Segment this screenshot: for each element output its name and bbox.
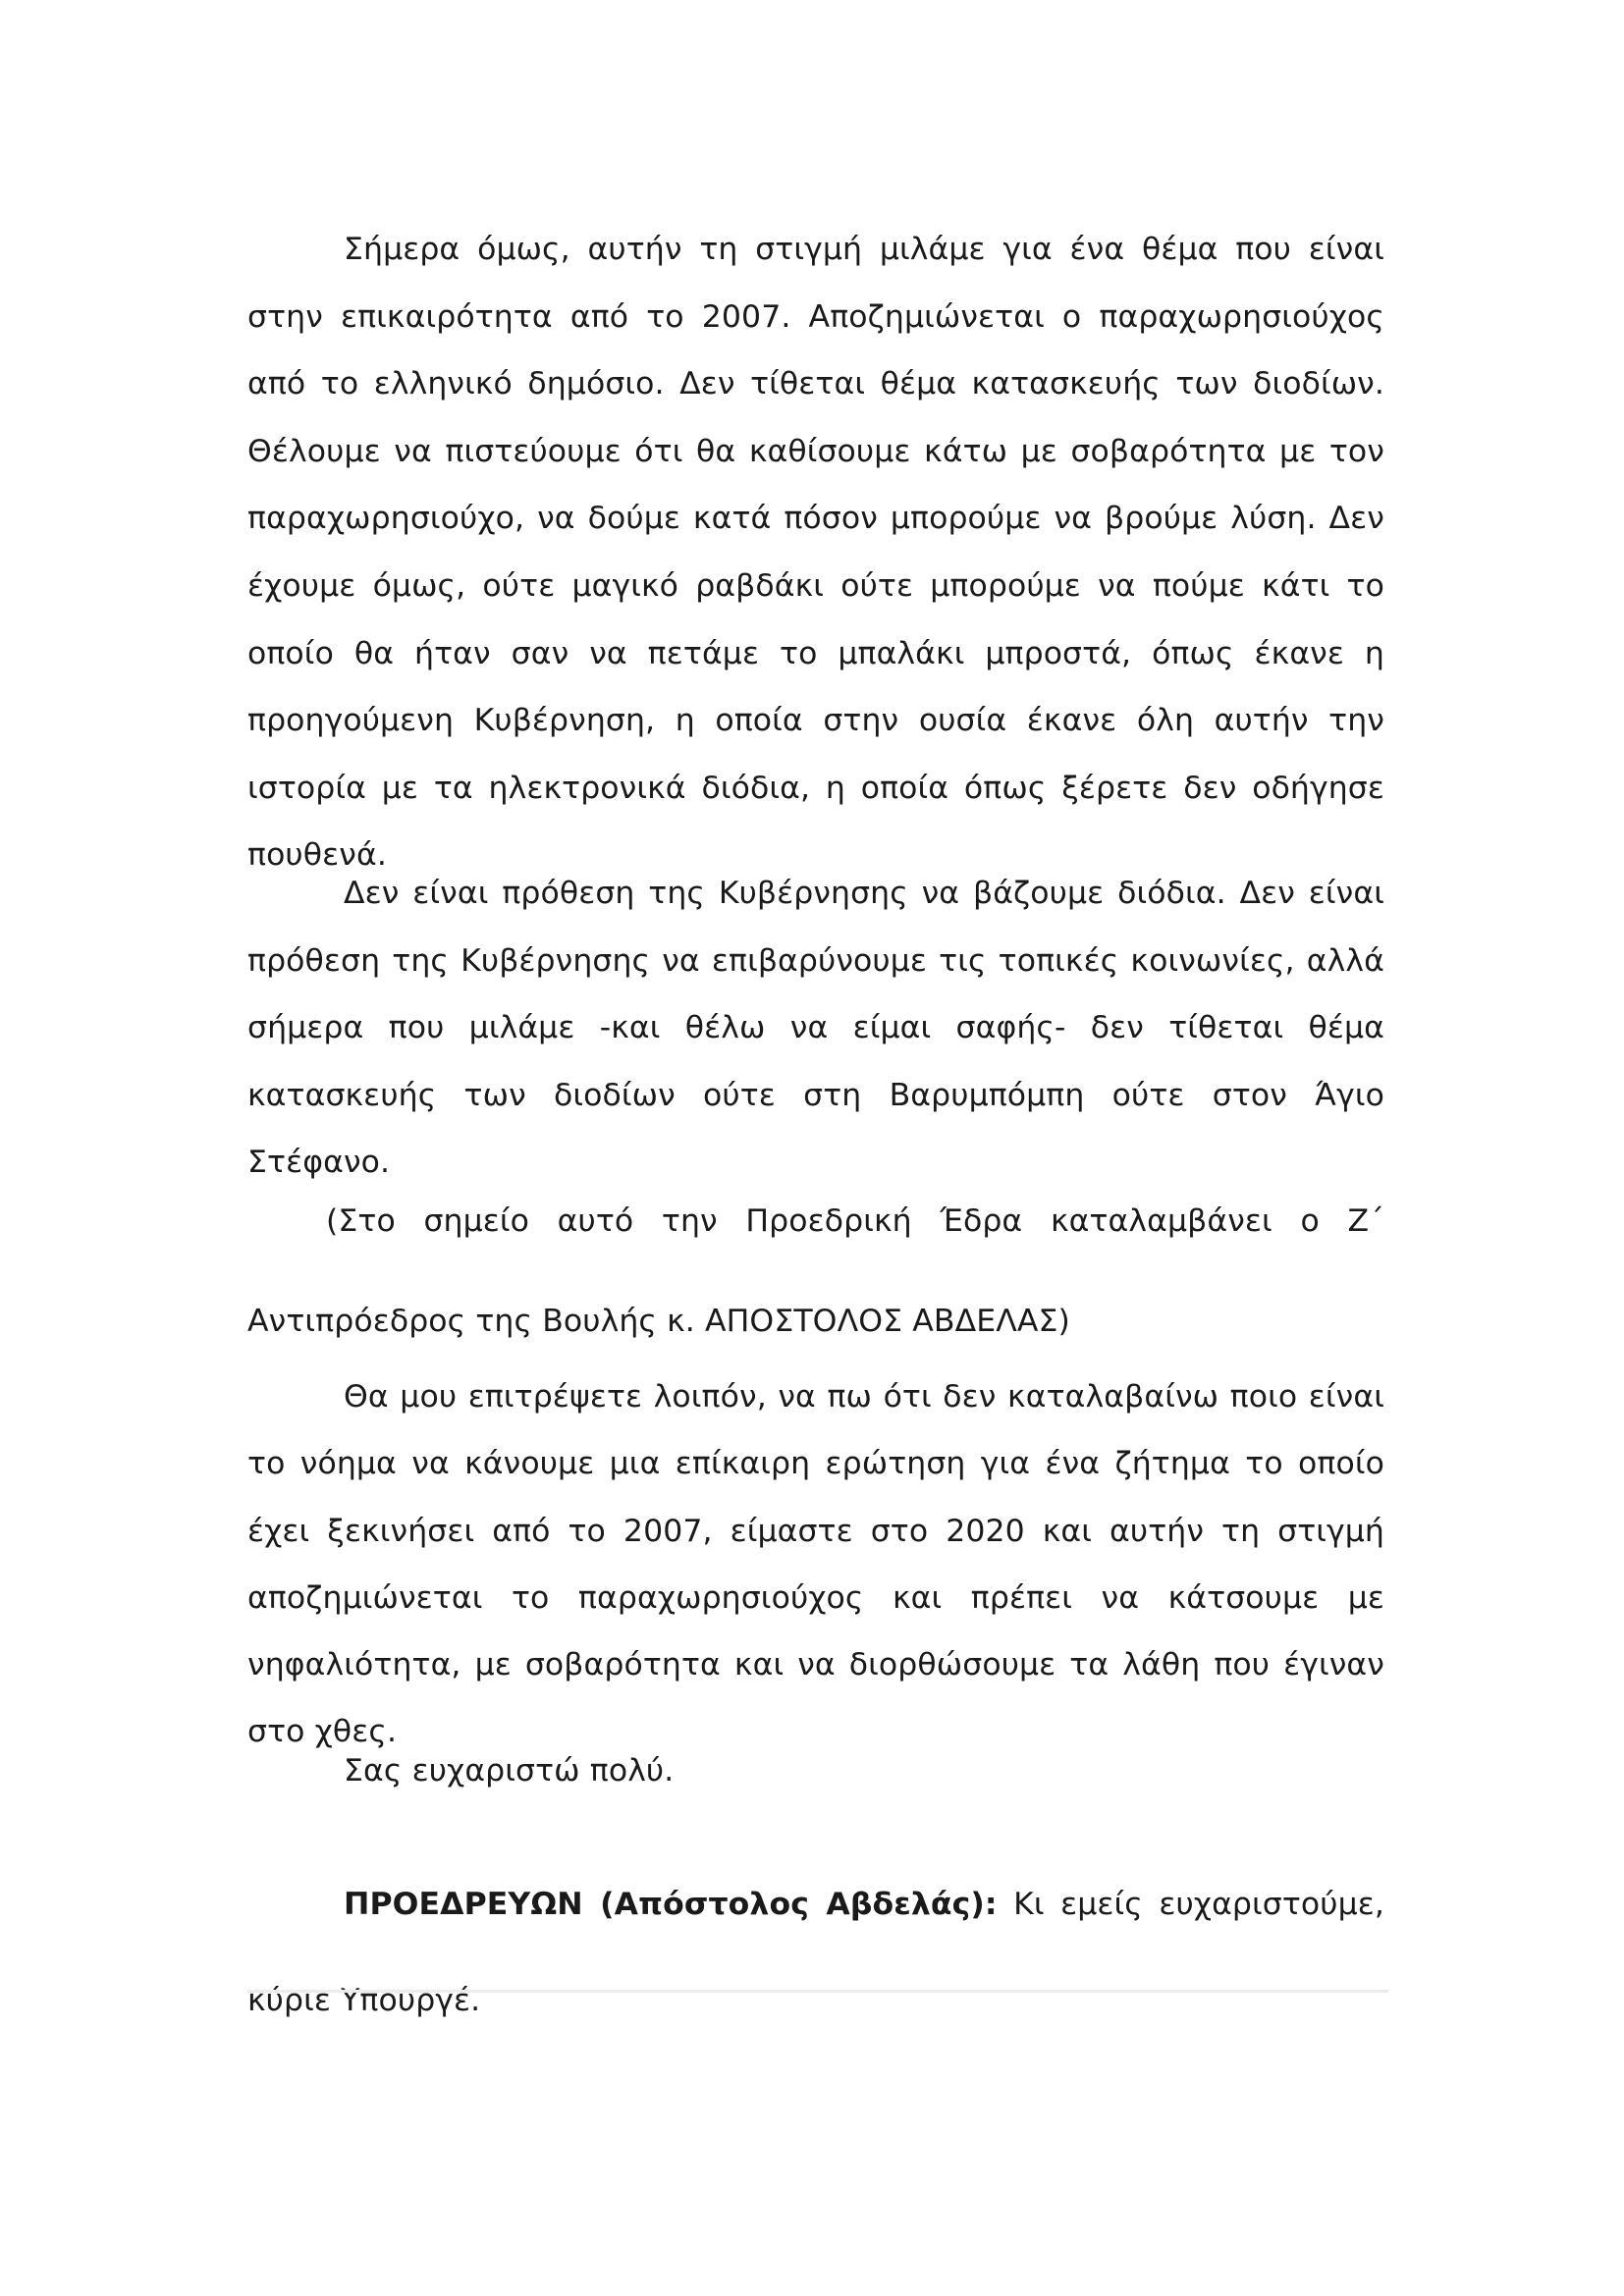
paragraph-4: [247, 1737, 1384, 1804]
paragraph-text: Δεν είναι πρόθεση της Κυβέρνησης να βάζουμε διόδια. Δεν είναι πρόθεση της Κυβέρνησης να επιβαρύνουμε τις τοπικές κοινωνίες, αλλά σήμερα που μιλάμε -και θέλω να είμαι σαφής- δεν τίθεται θέμα κατασκευής των διοδίων ούτε στη Βαρυμπόμπη ούτε στον Άγιο Στέφανο.: [247, 876, 1384, 1180]
bottom-divider: [247, 1990, 1388, 1993]
stage-direction-text: (Στο σημείο αυτό την Προεδρική Έδρα καταλαμβάνει ο Ζ΄ Αντιπρόεδρος της Βουλής κ. ΑΠΟΣΤΟΛΟΣ ΑΒΔΕΛΑΣ): [247, 1203, 1384, 1339]
speaker-name: ΠΡΟΕΔΡΕΥΩΝ (Απόστολος Αβδελάς):: [344, 1887, 998, 1922]
paragraph-text: Θα μου επιτρέψετε λοιπόν, να πω ότι δεν καταλαβαίνω ποιο είναι το νόημα να κάνουμε μια επίκαιρη ερώτηση για ένα ζήτημα το οποίο έχει ξεκινήσει από το 2007, είμαστε στο 2020 και αυτήν τη στιγμή αποζημιώνεται το παραχωρησιούχος και πρέπει να κάτσουμε με νηφαλιότητα, με σοβαρότητα και να διορθώσουμε τα λάθη που έγιναν στο χθες.: [247, 1379, 1384, 1750]
stage-direction: [247, 1171, 1384, 1371]
paragraph-2: [247, 860, 1384, 1197]
paragraph-1: [247, 216, 1384, 889]
paragraph-3: [247, 1363, 1384, 1766]
speaker-text: Κι εμείς ευχαριστούμε, κύριε Υπουργέ.: [247, 1887, 1384, 2018]
paragraph-text: Σήμερα όμως, αυτήν τη στιγμή μιλάμε για ένα θέμα που είναι στην επικαιρότητα από το 2007. Αποζημιώνεται ο παραχωρησιούχος από το ελληνικό δημόσιο. Δεν τίθεται θέμα κατασκευής των διοδίων. Θέλουμε να πιστεύουμε ότι θα καθίσουμε κάτω με σοβαρότητα με τον παραχωρησιούχο, να δούμε κατά πόσον μπορούμε να βρούμε λύση. Δεν έχουμε όμως, ούτε μαγικό ραβδάκι ούτε μπορούμε να πούμε κάτι το οποίο θα ήταν σαν να πετάμε το μπαλάκι μπροστά, όπως έκανε η προηγούμενη Κυβέρνηση, η οποία στην ουσία έκανε όλη αυτήν την ιστορία με τα ηλεκτρονικά διόδια, η οποία όπως ξέρετε δεν οδήγησε πουθενά.: [247, 232, 1384, 874]
speaker-paragraph: [247, 1856, 1384, 2049]
speaker-paragraph-text: [247, 1856, 1384, 2049]
paragraph-text: Σας ευχαριστώ πολύ.: [344, 1753, 675, 1789]
